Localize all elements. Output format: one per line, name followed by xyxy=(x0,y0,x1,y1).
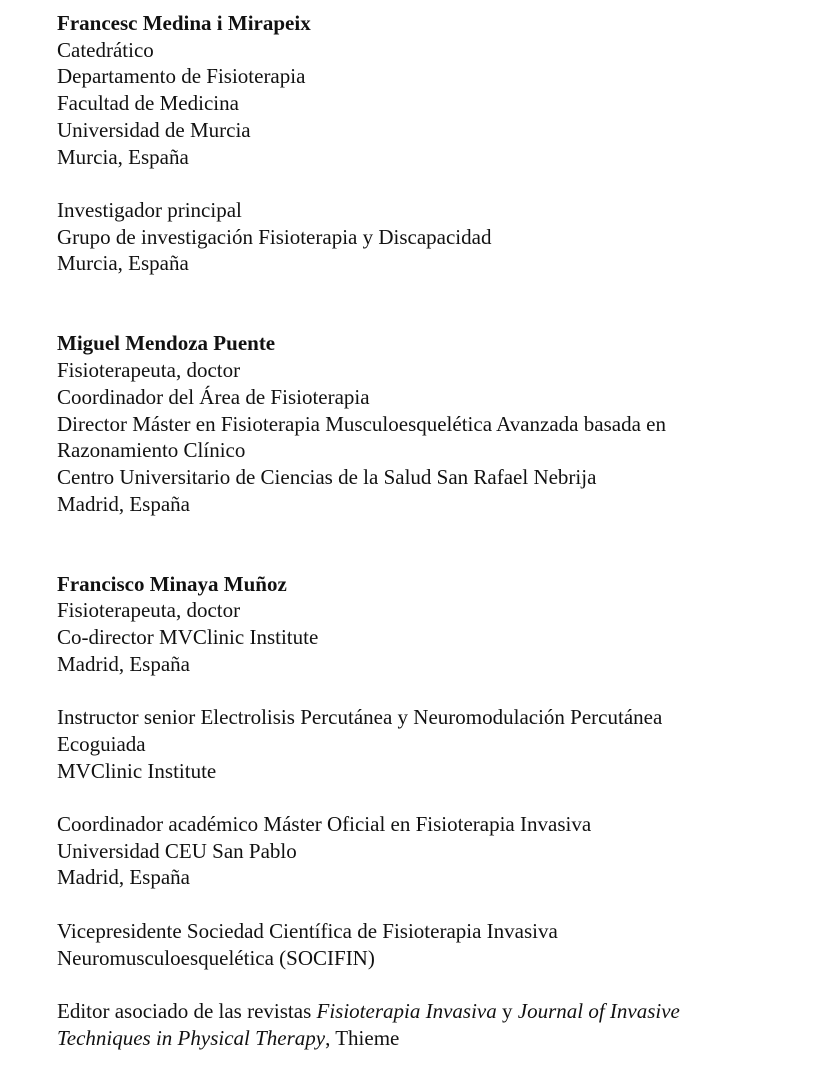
affiliation-line: Director Máster en Fisioterapia Musculoesquelética Avanzada basada en xyxy=(57,411,666,436)
spacer xyxy=(57,784,797,811)
editor-line xyxy=(57,1025,797,1052)
person-name: Francesc Medina i Mirapeix xyxy=(57,11,311,35)
affiliation-block xyxy=(57,918,797,971)
affiliation-line: Murcia, España xyxy=(57,144,189,169)
affiliation-line: Centro Universitario de Ciencias de la Salud San Rafael Nebrija xyxy=(57,464,597,489)
affiliation-line: Instructor senior Electrolisis Percutánea y Neuromodulación Percutánea xyxy=(57,705,663,730)
affiliation-line: Coordinador académico Máster Oficial en Fisioterapia Invasiva xyxy=(57,812,592,837)
affiliation-line: Investigador principal xyxy=(57,197,242,222)
affiliation-block xyxy=(57,37,797,171)
affiliation-line: Facultad de Medicina xyxy=(57,91,239,116)
person-name: Francisco Minaya Muñoz xyxy=(57,571,287,596)
affiliation-line: Madrid, España xyxy=(57,651,190,676)
journal-title: Techniques in Physical Therapy xyxy=(57,1025,326,1050)
affiliation-line: Razonamiento Clínico xyxy=(57,438,246,463)
affiliation-line: Co-director MVClinic Institute xyxy=(57,625,319,650)
spacer xyxy=(57,170,797,197)
person-entry xyxy=(57,10,797,277)
spacer xyxy=(57,971,797,998)
person-entry xyxy=(57,330,797,517)
affiliation-line: Murcia, España xyxy=(57,251,189,276)
spacer xyxy=(57,678,797,705)
affiliation-line: MVClinic Institute xyxy=(57,758,217,783)
affiliation-line: Vicepresidente Sociedad Científica de Fisioterapia Invasiva xyxy=(57,918,558,943)
affiliation-block xyxy=(57,197,797,277)
affiliation-block xyxy=(57,704,797,784)
affiliation-line: Fisioterapeuta, doctor xyxy=(57,358,241,383)
spacer xyxy=(57,277,797,330)
editor-block xyxy=(57,998,797,1051)
affiliation-line: Universidad de Murcia xyxy=(57,117,251,142)
editor-line xyxy=(57,998,797,1025)
affiliation-line: Catedrático xyxy=(57,37,154,62)
affiliation-line: Universidad CEU San Pablo xyxy=(57,838,297,863)
journal-title: Fisioterapia Invasiva xyxy=(316,998,497,1023)
person-entry xyxy=(57,571,797,1052)
affiliation-line: Coordinador del Área de Fisioterapia xyxy=(57,384,370,409)
affiliation-line: Departamento de Fisioterapia xyxy=(57,64,306,89)
affiliation-block xyxy=(57,811,797,891)
editor-conjunction: y xyxy=(496,998,518,1023)
affiliation-line: Madrid, España xyxy=(57,491,190,516)
editor-prefix: Editor asociado de las revistas xyxy=(57,998,317,1023)
spacer xyxy=(57,891,797,918)
affiliation-line: Grupo de investigación Fisioterapia y Discapacidad xyxy=(57,224,492,249)
affiliation-line: Fisioterapeuta, doctor xyxy=(57,598,241,623)
spacer xyxy=(57,517,797,570)
affiliation-line: Ecoguiada xyxy=(57,731,146,756)
editor-suffix: , Thieme xyxy=(325,1025,400,1050)
affiliation-line: Madrid, España xyxy=(57,865,190,890)
person-name: Miguel Mendoza Puente xyxy=(57,331,276,356)
affiliation-block xyxy=(57,357,797,517)
affiliation-line: Neuromusculoesquelética (SOCIFIN) xyxy=(57,945,375,970)
journal-title: Journal of Invasive xyxy=(517,998,680,1023)
affiliation-block xyxy=(57,597,797,677)
document-page xyxy=(57,10,797,1051)
